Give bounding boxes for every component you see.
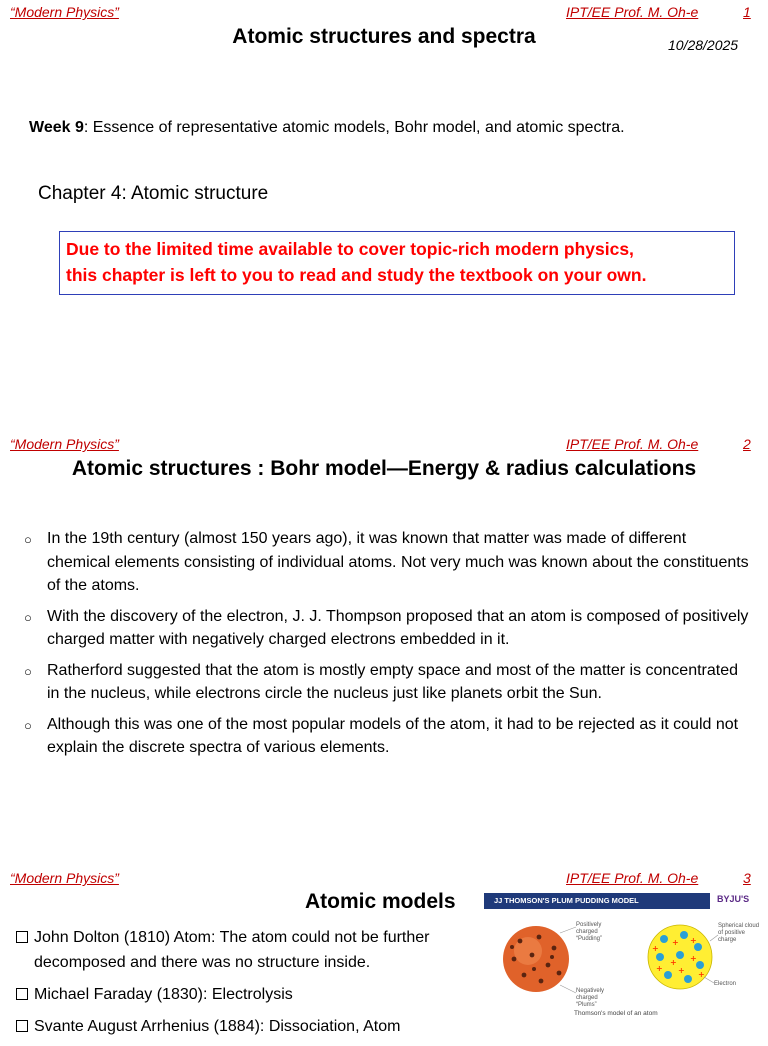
model-list (16, 925, 486, 1046)
list-item: Svante August Arrhenius (1884): Dissociation, Atom (16, 1014, 486, 1039)
list-item: ○ In the 19th century (almost 150 years ago), it was known that matter was made of different chemical elements consisting of individual atoms. Not very much was known about the constituents of the atoms. (24, 527, 749, 598)
label-cloud: Spherical cloud of positive charge (718, 923, 760, 943)
notice-box (59, 231, 735, 295)
course-name: “Modern Physics” (10, 436, 119, 452)
label-positive: Positively charged “Pudding” (576, 922, 603, 942)
lecture-date: 10/28/2025 (668, 37, 739, 53)
slide-2 (0, 432, 768, 862)
slide-1 (0, 0, 768, 430)
circle-bullet-icon: ○ (24, 609, 32, 625)
bullet-list (24, 527, 749, 767)
instructor: IPT/EE Prof. M. Oh-e (566, 4, 699, 20)
slide-title: Atomic structures : Bohr model—Energy & radius calculations (71, 457, 697, 480)
instructor: IPT/EE Prof. M. Oh-e (566, 436, 699, 452)
week-summary (29, 119, 625, 137)
list-item: ○ Ratherford suggested that the atom is mostly empty space and most of the matter is concentrated in the nucleus, while electrons circle the nucleus just like planets orbit the Sun. (24, 659, 749, 706)
week-label: Week 9 (29, 119, 84, 136)
page-number: 1 (743, 4, 751, 20)
notice-line: this chapter is left to you to read and study the textbook on your own. (66, 265, 647, 285)
page-number: 2 (743, 436, 751, 452)
checkbox-bullet-icon (16, 931, 28, 943)
svg-text:+: + (652, 944, 659, 953)
label-negative: Negatively charged “Plums” (576, 988, 605, 1008)
slide-3 (0, 864, 768, 1035)
circle-bullet-icon: ○ (24, 532, 32, 547)
byjus-logo: BYJU'S (717, 894, 750, 904)
list-item: ○ With the discovery of the electron, J. J. Thompson proposed that an atom is composed of positively charged matter with negatively charged electrons embedded in it. (24, 605, 749, 652)
week-text: : Essence of representative atomic models, Bohr model, and atomic spectra. (83, 119, 625, 136)
svg-text:+: + (690, 936, 697, 945)
svg-text:+: + (672, 938, 679, 947)
checkbox-bullet-icon (16, 988, 28, 1000)
notice-line: Due to the limited time available to cover topic-rich modern physics, (66, 239, 634, 259)
atom-illustration (484, 893, 762, 1024)
figure-banner: JJ THOMSON'S PLUM PUDDING MODEL (484, 893, 710, 909)
chapter-heading: Chapter 4: Atomic structure (38, 183, 269, 204)
svg-text:+: + (656, 964, 663, 973)
plum-pudding-figure (484, 893, 762, 1024)
slide-title: Atomic structures and spectra (232, 25, 536, 48)
checkbox-bullet-icon (16, 1020, 28, 1032)
course-name: “Modern Physics” (10, 870, 119, 886)
circle-bullet-icon: ○ (24, 717, 32, 733)
list-item: John Dolton (1810) Atom: The atom could not be further decomposed and there was no structure inside. (16, 925, 486, 975)
list-item: Michael Faraday (1830): Electrolysis (16, 982, 486, 1007)
slide-title: Atomic models (305, 890, 456, 913)
circle-bullet-icon: ○ (24, 663, 32, 679)
svg-text:+: + (670, 958, 677, 967)
instructor: IPT/EE Prof. M. Oh-e (566, 870, 699, 886)
svg-text:+: + (678, 966, 685, 975)
figure-caption: Thomson's model of an atom (574, 1010, 658, 1017)
list-item: ○ Although this was one of the most popular models of the atom, it had to be rejected as it could not explain the discrete spectra of various elements. (24, 713, 749, 760)
course-name: “Modern Physics” (10, 4, 119, 20)
label-electron: Electron (714, 981, 737, 987)
svg-text:+: + (690, 954, 697, 963)
page-number: 3 (743, 870, 751, 886)
svg-text:+: + (698, 970, 705, 979)
